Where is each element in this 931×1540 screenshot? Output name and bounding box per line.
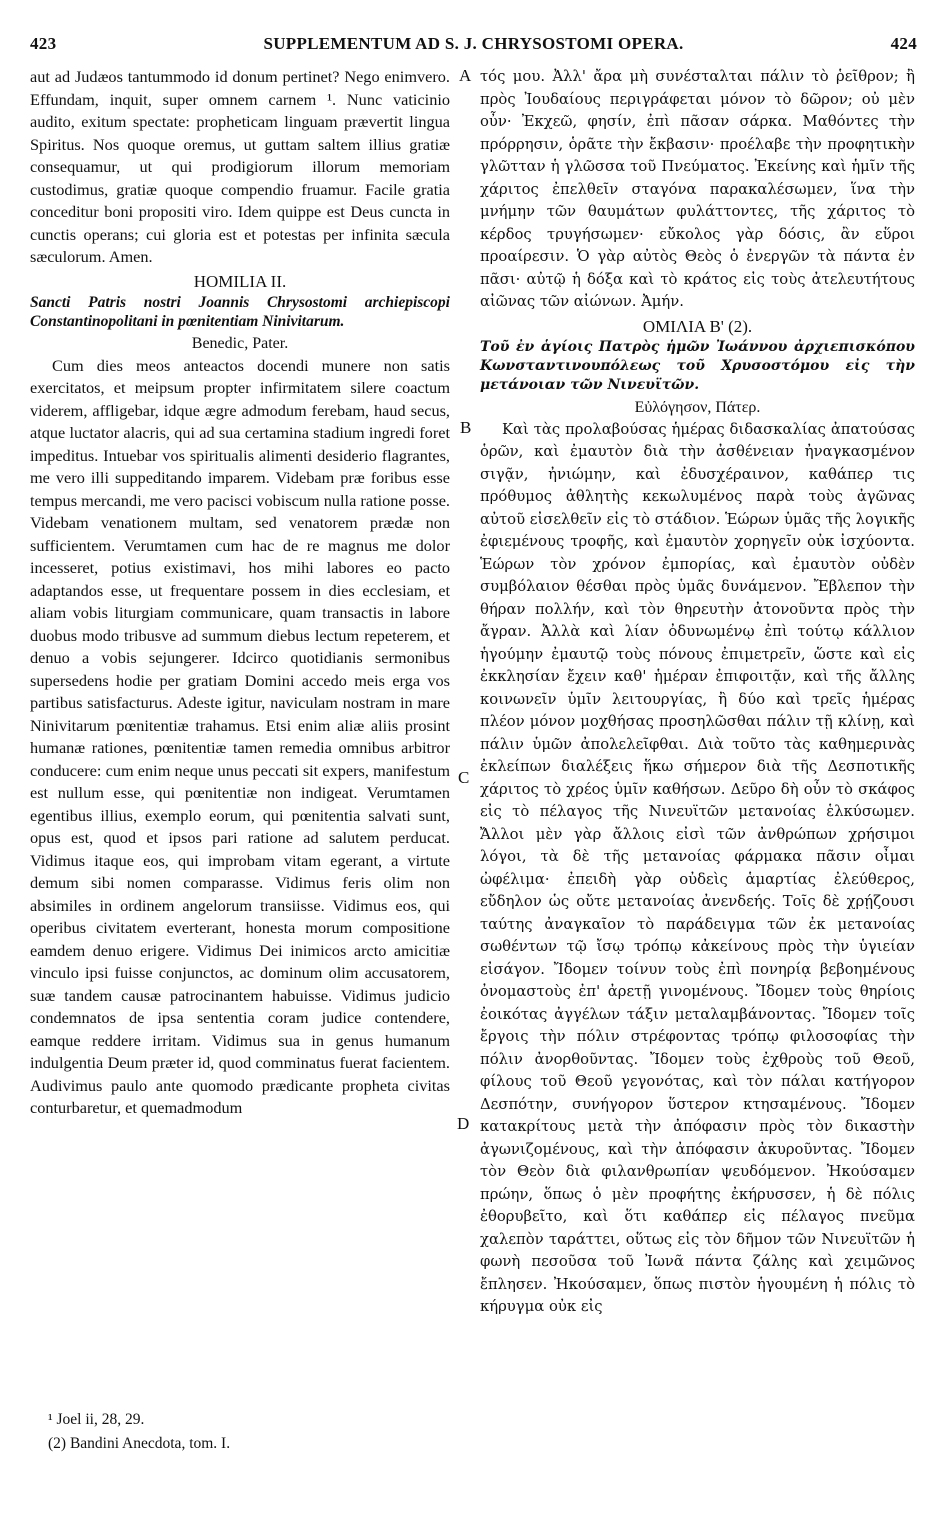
- page-number-left: 423: [30, 34, 57, 53]
- greek-column: [480, 66, 915, 1319]
- page-number-right: 424: [890, 34, 917, 53]
- section-marker-b: B: [460, 418, 472, 437]
- footnote-1: ¹ Joel ii, 28, 29.: [48, 1411, 145, 1428]
- section-marker-d: D: [457, 1114, 470, 1133]
- greek-homily-heading: ΟΜΙΛΙΑ Β' (2).: [642, 316, 753, 336]
- running-title: SUPPLEMENTUM AD S. J. CHRYSOSTOMI OPERA.: [263, 34, 684, 53]
- latin-homily-heading: HOMILIA II.: [193, 271, 287, 291]
- latin-column: [30, 66, 450, 1120]
- latin-homily-subtitle: Sancti Patris nostri Joannis Chrysostomi archiepiscopi Constantinopolitani in pœnitentiam Ninivitarum.: [30, 293, 450, 330]
- greek-body-paragraph: Καὶ τὰς προλαβούσας ἡμέρας διδασκαλίας ἀπατούσας ὁρῶν, καὶ ἐμαυτὸν διὰ τὴν ἀσθένειαν ἠναγκασμένον σιγᾷν, ἠνιώμην, καὶ ἐδυσχέραινον, καθάπερ τις πρόθυμος ἀθλητὴς κεκωλυμένος παρὰ τοὺς ἀγῶνας αὐτοῦ εἰσελθεῖν εἰς τὸ στάδιον. Ἑώρων ὑμᾶς τῆς λογικῆς ἐφιεμένους τροφῆς, καὶ ἐμαυτὸν χορηγεῖν οὐκ ἰσχύοντα. Ἑώρων τὸν χρόνον ἐμπορίας, καὶ ἐμαυτὸν οὐδὲν συμβόλαιον θέσθαι πρὸς ὑμᾶς δυνάμενον. Ἔβλεπον τὴν θήραν πολλήν, καὶ τὸν θηρευτὴν ἀτονοῦντα πρὸς τὴν ἄγραν. Ἀλλὰ καὶ λίαν ὀδυνωμένῳ ἐπὶ τούτῳ κάλλιον ἡγούμην ἐμαυτῷ τοὺς πόνους ἐπιμετρεῖν, ὥστε καὶ εἰς ἐκκλησίαν ἔχειν καθ' ἡμέραν ἐπιφοιτᾷν, καὶ τῆς ἄλλης κοινωνεῖν ὑμῖν λειτουργίας, ἢ δύο καὶ τρεῖς ἡμέρας πλέον μόνον μοχθήσας προσηλῶσθαι πάλιν τῇ κλίνῃ, καὶ πάλιν ὑμῶν ἀπολελεῖφθαι. Διὰ τοῦτο τὰς καθημερινὰς ἐκλείπων διαλέξεις ἥκω σήμερον διὰ τῆς Δεσποτικῆς χάριτος τὸ χρέος ὑμῖν καθήσων. Δεῦρο δὴ οὖν τὸ σκάφος εἰς τὸ πέλαγος τῆς Νινευϊτῶν μετανοίας ἑλκύσωμεν. Ἄλλοι μὲν γὰρ ἄλλοις εἰσὶ τῶν ἀνθρώπων χρήσιμοι λόγοι, τὰ δὲ τῆς μετανοίας φάρμακα πᾶσιν οἶμαι ὠφέλιμα· ἐπειδὴ γὰρ οὐδεὶς ἁμαρτίας ἐλεύθερος, εὔδηλον ὡς οὔτε μετανοίας ἀνενδεής. Τοῖς δὲ χρῄζουσι ταύτης ἀναγκαῖον τὸ παράδειγμα τῶν ἐκ μετανοίας σωθέντων τῷ ἴσῳ τρόπῳ κἀκείνους πρὸς τὴν ὑγιείαν εἰσάγον. Ἴδομεν τοίνυν τοὺς ἐπὶ πονηρίᾳ βεβοημένους ὀνομαστοὺς ἐπ' ἀρετῇ γινομένους. Ἴδομεν τοὺς θηρίοις ἐοικότας ἀγγέλων τάξιν μεταλαμβάνοντας. Ἴδομεν τοῖς ἔργοις τὴν πόλιν στρέφοντας τρόπῳ φιλοσοφίας τὴν πόλιν ἀνορθοῦντας. Ἴδομεν τοὺς ἐχθροὺς τοῦ Θεοῦ, φίλους τοῦ Θεοῦ γεγονότας, καὶ τὸν πάλαι κατήγορον Δεσπότην, συνήγορον ὕστερον κτησαμένους. Ἴδομεν κατακρίτους μετὰ τὴν ἀπόφασιν πρὸς τὸν δικαστὴν ἀγωνιζομένους, καὶ τὴν ἀπόφασιν ἀκυροῦντας. Ἴδομεν τὸν Θεὸν διὰ φιλανθρωπίαν ψευδόμενον. Ἠκούσαμεν πρώην, ὅπως ὁ μὲν προφήτης ἐκήρυσσεν, ἡ δὲ πόλις ἐθορυβεῖτο, καὶ ὅτι καθάπερ εἰς πέλαγος πνεῦμα χαλεπὸν ταράττει, οὕτως εἰς τὸν δῆμον τῶν Νινευϊτῶν ἡ φωνὴ πεσοῦσα τοῦ Ἰωνᾶ πάντα ζάλης καὶ χειμῶνος ἔπλησεν. Ἠκούσαμεν, ὅπως πιστὸν ἡγουμένη ἡ πόλις τὸ κήρυγμα οὐκ εἰς: [480, 420, 915, 1315]
- latin-intro-paragraph: aut ad Judæos tantummodo id donum pertinet? Nego enimvero. Effundam, inquit, super omnem carnem ¹. Nunc vaticinio audito, exitum spectate: propheticam linguam prævertit lingua Spiritus. Nos quoque oremus, ut guttam saltem illius gratiæ consequamur, ut qui prodigiorum illorum memoriam custodimus, gratiæ quoque compendio fruamur. Facile gratia conceditur boni propositi viro. Idem quippe est Deus cuncta in cunctis operans; cui gloria est et potestas per infinita sæcula sæculorum. Amen.: [30, 67, 450, 266]
- section-marker-c: C: [458, 768, 470, 787]
- latin-body-paragraph: Cum dies meos anteactos docendi munere non satis exercitatos, et meipsum propter infirmitatem silere coactum viderem, affligebar, idque ægre admodum ferebam, haud secus, atque luctator alacris, qui ad sua certamina stadium ingredi foret impeditus. Intuebar vos spiritualis alimenti desiderio flagrantes, me vero illi suppeditando imparem. Videbam præ foribus esse tempus mercandi, me vero pacisci vobiscum nulla ratione posse. Videbam venationem multam, sed venatorem prædæ non sufficientem. Verumtamen cum hac de re magnus me dolor incesseret, potius existimavi, hos mihi labores eo pacto adaptandos esse, ut frequentare possem in dies ecclesiam, et aliam vobis liturgiam communicare, quam transactis in labore duobus modo tribusve ad summum diebus lectum repeterem, et denuo a vobis sejungerer. Idcirco quotidianis sermonibus supersedens hodie per gratiam Domini accedo meis erga vos partibus satisfacturus. Adeste igitur, naviculam nostram in mare Ninivitarum pœnitentiæ trahamus. Etsi enim aliæ aliis prosint humanæ rationes, pœnitentiæ tamen remedia omnibus arbitror conducere: cum enim neque unus peccati sit expers, manifestum est nullum esse, qui pœnitentiæ non indigeat. Verumtamen egentibus illius, exemplo eorum, qui pœnitentia salvati sunt, opus est, quod et ipsos pari ratione ad salutem perducat. Vidimus itaque eos, qui improbam vitam egerant, a virtute demum sibi nomen comparasse. Vidimus feris olim non absimiles in ordinem angelorum transiisse. Vidimus eos, qui operibus civitatem everterant, honesta morum compositione eamdem denuo erigere. Vidimus Dei inimicos arcto amicitiæ vinculo ipsi fuisse conjunctos, ac dominum olim accusatorem, suæ tandem causæ patrocinantem habuisse. Vidimus judicio condemnatos de ipsa sententia coram judice contendere, eamque reddere irritam. Vidimus sua in genus humanum indulgentia Deum præter id, quod comminatus fuerat facientem. Audivimus paulo ante quomodo prædicante propheta civitas conturbaretur, et quemadmodum: [30, 355, 450, 1117]
- footnote-2: (2) Bandini Anecdota, tom. I.: [48, 1435, 231, 1452]
- greek-blessing: Εὐλόγησον, Πάτερ.: [634, 398, 761, 416]
- greek-homily-subtitle: Τοῦ ἐν ἁγίοις Πατρὸς ἡμῶν Ἰωάννου ἀρχιεπισκόπου Κωνσταντινουπόλεως τοῦ Χρυσοστόμου εἰς τὴν μετάνοιαν τῶν Νινευϊτῶν.: [480, 338, 915, 393]
- footnotes: [48, 1408, 448, 1456]
- running-header: [30, 34, 917, 58]
- section-marker-a: A: [459, 66, 472, 85]
- latin-blessing: Benedic, Pater.: [191, 334, 289, 352]
- greek-intro-paragraph: τός μου. Ἀλλ' ἄρα μὴ συνέσταλται πάλιν τὸ ῥεῖθρον; ἢ πρὸς Ἰουδαίους περιγράφεται μόνον τὸ δῶρον; οὐ μὲν οὖν· Ἐκχεῶ, φησίν, ἐπὶ πᾶσαν σάρκα. Μαθόντες τὴν πρόρρησιν, ὁρᾶτε τὴν ἔκβασιν· προέλαβε τὴν προφητικὴν γλῶτταν ἡ γλῶσσα τοῦ Πνεύματος. Ἐκείνης καὶ ἡμῖν τῆς χάριτος ἐπελθεῖν σταγόνα παρακαλέσωμεν, ἵνα τὴν μνήμην τῶν θαυμάτων φυλάττοντες, τῆς χάριτος τὸ κέρδος τρυγήσωμεν· εὔκολος γὰρ δόσις, ἂν εὕροι προαίρεσιν. Ὁ γὰρ αὐτὸς Θεὸς ὁ ἐνεργῶν τὰ πάντα ἐν πᾶσι· αὐτῷ ἡ δόξα καὶ τὸ κράτος εἰς τοὺς ἀτελευτήτους αἰῶνας τῶν αἰώνων. Ἀμήν.: [480, 68, 915, 310]
